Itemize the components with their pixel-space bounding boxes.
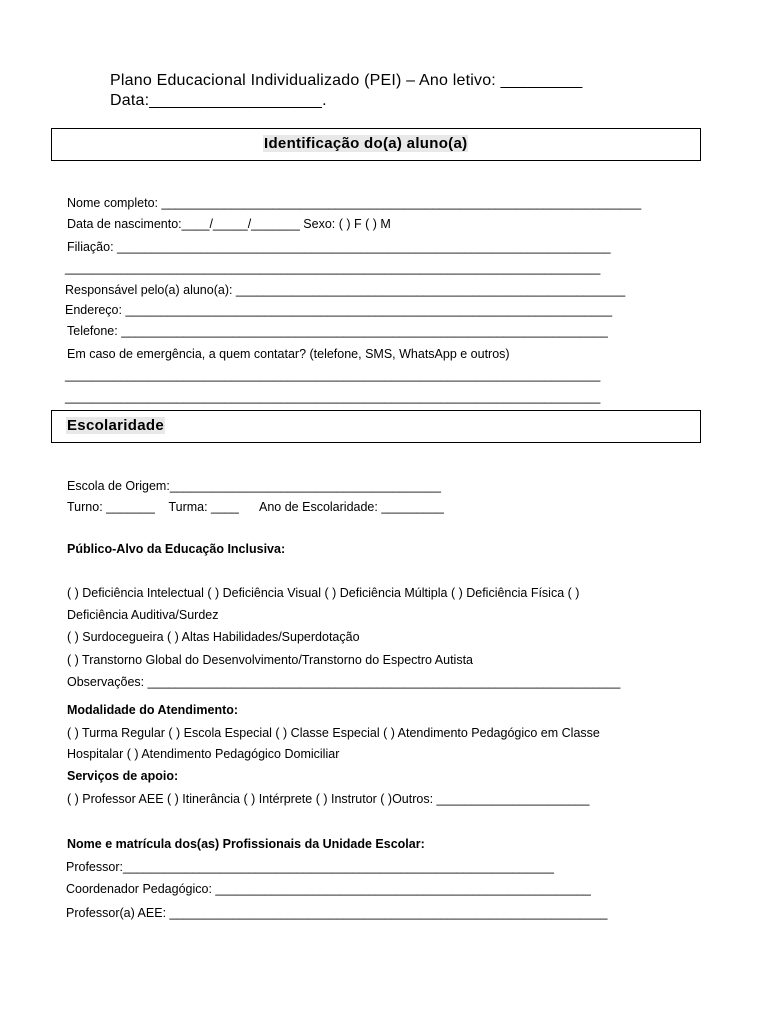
modalidade-options-line-1[interactable]: ( ) Turma Regular ( ) Escola Especial ( ) Classe Especial ( ) Atendimento Pedagógico em Classe	[67, 726, 600, 740]
publico-alvo-options-line-4[interactable]: ( ) Transtorno Global do Desenvolvimento/Transtorno do Espectro Autista	[67, 653, 473, 667]
emergency-contact-label: Em caso de emergência, a quem contatar? (telefone, SMS, WhatsApp e outros)	[67, 347, 510, 361]
field-filiacao-continuation[interactable]: _____________________________________________________________________________	[65, 261, 601, 275]
profissionais-heading: Nome e matrícula dos(as) Profissionais da Unidade Escolar:	[67, 837, 425, 851]
field-telefone[interactable]: Telefone: ______________________________________________________________________	[67, 324, 608, 338]
field-data-nascimento-sexo[interactable]: Data de nascimento:____/_____/_______ Sexo: ( ) F ( ) M	[67, 217, 391, 231]
field-responsavel[interactable]: Responsável pelo(a) aluno(a): ________________________________________________________	[65, 283, 626, 297]
publico-alvo-options-line-2[interactable]: Deficiência Auditiva/Surdez	[67, 608, 219, 622]
servicos-apoio-heading: Serviços de apoio:	[67, 769, 179, 783]
field-escola-origem[interactable]: Escola de Origem:_______________________________________	[67, 479, 441, 493]
field-turno-turma-ano[interactable]: Turno: _______ Turma: ____ Ano de Escolaridade: _________	[67, 500, 444, 514]
field-filiacao[interactable]: Filiação: _______________________________________________________________________	[67, 240, 611, 254]
section-identificacao-title: Identificação do(a) aluno(a)	[264, 135, 468, 152]
document-title: Plano Educacional Individualizado (PEI) – Ano letivo: _________	[110, 72, 583, 89]
publico-alvo-heading: Público-Alvo da Educação Inclusiva:	[67, 542, 286, 556]
modalidade-options-line-2[interactable]: Hospitalar ( ) Atendimento Pedagógico Domiciliar	[67, 747, 340, 761]
section-escolaridade-header	[51, 410, 701, 443]
field-observacoes[interactable]: Observações: ____________________________________________________________________	[67, 675, 621, 689]
field-emergencia-line-1[interactable]: _____________________________________________________________________________	[65, 368, 601, 382]
publico-alvo-options-line-3[interactable]: ( ) Surdocegueira ( ) Altas Habilidades/Superdotação	[67, 630, 360, 644]
servicos-apoio-options[interactable]: ( ) Professor AEE ( ) Itinerância ( ) Intérprete ( ) Instrutor ( )Outros: ______________________	[67, 792, 590, 806]
section-identificacao-header	[51, 128, 701, 161]
field-professor-aee[interactable]: Professor(a) AEE: _______________________________________________________________	[66, 906, 608, 920]
publico-alvo-options-line-1[interactable]: ( ) Deficiência Intelectual ( ) Deficiência Visual ( ) Deficiência Múltipla ( ) Deficiência Física ( )	[67, 586, 580, 600]
field-coordenador-pedagogico[interactable]: Coordenador Pedagógico: ______________________________________________________	[66, 882, 591, 896]
field-emergencia-line-2[interactable]: _____________________________________________________________________________	[65, 390, 601, 404]
field-endereco[interactable]: Endereço: ______________________________________________________________________	[65, 303, 613, 317]
field-nome-completo[interactable]: Nome completo: _____________________________________________________________________	[67, 196, 642, 210]
date-line: Data:___________________.	[110, 92, 327, 109]
section-escolaridade-title: Escolaridade	[67, 417, 164, 434]
field-professor[interactable]: Professor:______________________________________________________________	[66, 860, 554, 874]
modalidade-heading: Modalidade do Atendimento:	[67, 703, 239, 717]
